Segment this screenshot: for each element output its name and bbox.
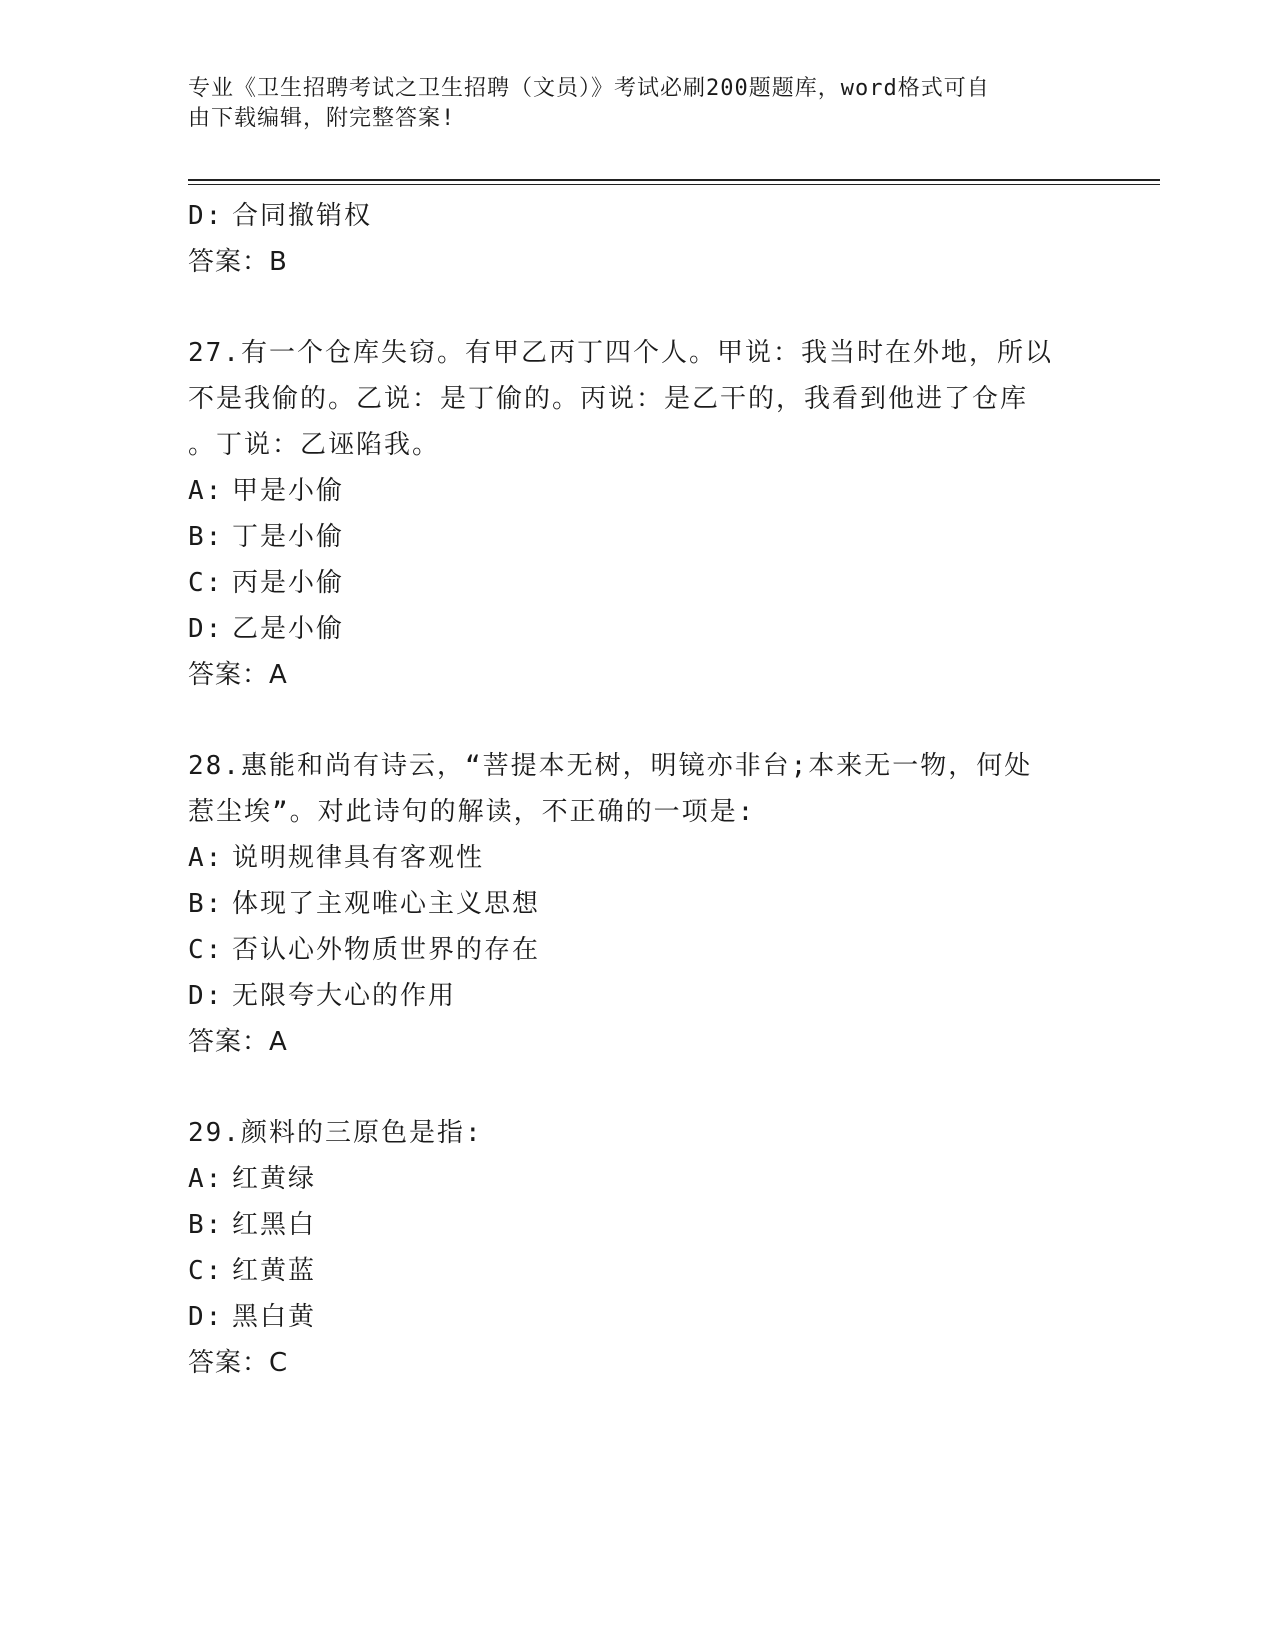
option-text: 合同撤销权	[232, 201, 373, 231]
option-key: C:	[188, 568, 224, 598]
option-text: 黑白黄	[232, 1302, 317, 1332]
option-c	[188, 927, 1088, 973]
option-b	[188, 1202, 1088, 1248]
option-a	[188, 1156, 1088, 1202]
header-divider-thick	[188, 179, 1160, 181]
option-c	[188, 1248, 1088, 1294]
option-key: D:	[188, 981, 224, 1011]
question-27	[188, 330, 1088, 698]
option-text: 体现了主观唯心主义思想	[232, 889, 541, 919]
option-text: 说明规律具有客观性	[232, 843, 485, 873]
page-header	[188, 74, 1088, 134]
option-text: 乙是小偷	[232, 614, 345, 644]
question-line: 28.惠能和尚有诗云，“菩提本无树，明镜亦非台;本来无一物，何处	[188, 751, 1033, 781]
option-text: 红黑白	[232, 1210, 317, 1240]
document-body	[188, 193, 1088, 1386]
option-key: B:	[188, 889, 224, 919]
question-line: 27.有一个仓库失窃。有甲乙丙丁四个人。甲说：我当时在外地，所以	[188, 338, 1053, 368]
option-key: D:	[188, 614, 224, 644]
option-key: B:	[188, 1210, 224, 1240]
option-text: 否认心外物质世界的存在	[232, 935, 541, 965]
answer: 答案：B	[188, 247, 288, 277]
header-divider-thin	[188, 184, 1160, 185]
option-d	[188, 1294, 1088, 1340]
option-d	[188, 973, 1088, 1019]
option-key: D:	[188, 1302, 224, 1332]
option-text: 红黄蓝	[232, 1256, 317, 1286]
question-line: 不是我偷的。乙说：是丁偷的。丙说：是乙干的，我看到他进了仓库	[188, 384, 1029, 414]
question-28	[188, 743, 1088, 1065]
option-b	[188, 514, 1088, 560]
header-line-1: 专业《卫生招聘考试之卫生招聘（文员）》考试必刷200题题库，word格式可自	[188, 76, 990, 101]
header-line-2: 由下载编辑，附完整答案!	[188, 106, 456, 131]
option-text: 丙是小偷	[232, 568, 345, 598]
question-line: 。丁说：乙诬陷我。	[188, 430, 441, 460]
option-a	[188, 835, 1088, 881]
option-c	[188, 560, 1088, 606]
question-line: 惹尘埃”。对此诗句的解读，不正确的一项是:	[188, 797, 756, 827]
option-d	[188, 606, 1088, 652]
option-text: 无限夸大心的作用	[232, 981, 457, 1011]
answer: 答案：A	[188, 1027, 288, 1057]
answer: 答案：C	[188, 1348, 289, 1378]
option-key: B:	[188, 522, 224, 552]
option-key: A:	[188, 843, 224, 873]
option-text: 甲是小偷	[232, 476, 345, 506]
option-a	[188, 468, 1088, 514]
option-text: 丁是小偷	[232, 522, 345, 552]
option-key: D:	[188, 201, 224, 231]
option-key: C:	[188, 935, 224, 965]
option-b	[188, 881, 1088, 927]
option-key: A:	[188, 476, 224, 506]
question-line: 29.颜料的三原色是指:	[188, 1118, 483, 1148]
question-29	[188, 1110, 1088, 1386]
option-d	[188, 193, 1088, 239]
answer: 答案：A	[188, 660, 288, 690]
option-text: 红黄绿	[232, 1164, 317, 1194]
option-key: A:	[188, 1164, 224, 1194]
option-key: C:	[188, 1256, 224, 1286]
